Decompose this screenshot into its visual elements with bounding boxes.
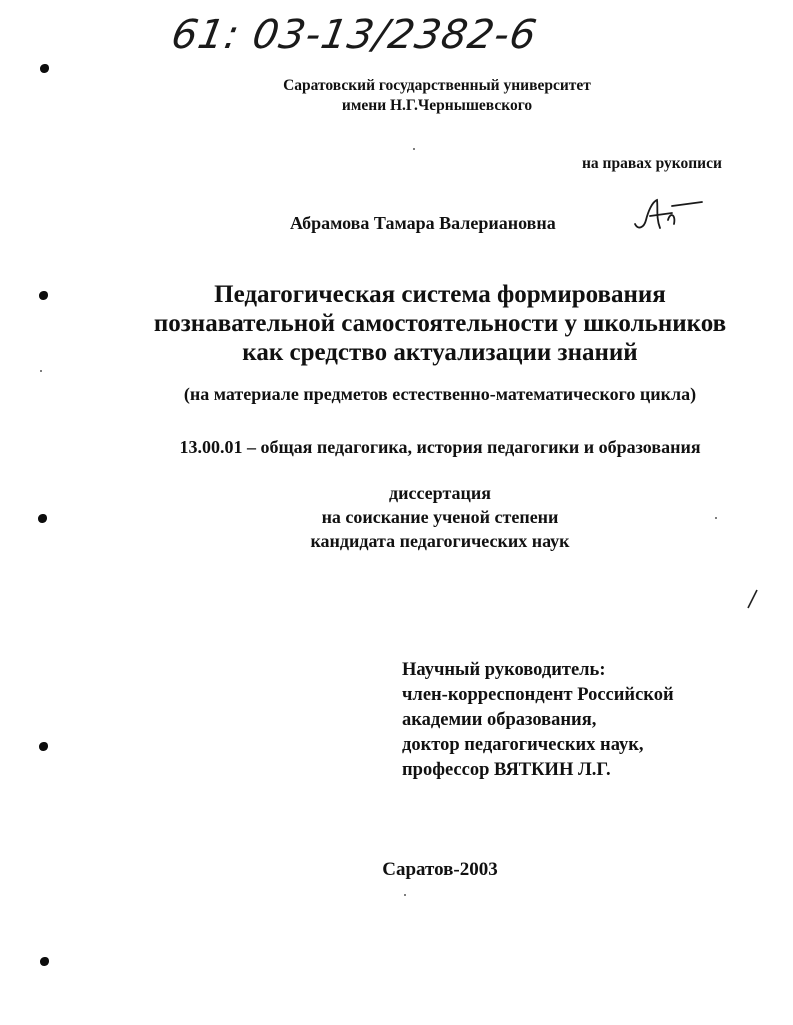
university-named-after: имени Н.Г.Чернышевского [341, 97, 533, 114]
punch-hole-mark [40, 64, 49, 73]
title-line: познавательной самостоятельности у школьников [153, 310, 727, 337]
supervisor-line: член-корреспондент Российской [402, 685, 674, 705]
supervisor-block [402, 658, 674, 783]
supervisor-heading: Научный руководитель: [402, 660, 606, 680]
archive-code: 61: 03-13/2382-6 [167, 12, 541, 58]
scan-speck [413, 148, 415, 150]
punch-hole-mark [40, 957, 49, 966]
author-name: Абрамова Тамара Валериановна [290, 213, 556, 233]
supervisor-line: академии образования, [402, 710, 597, 730]
specialty-code: 13.00.01 – общая педагогика, история педагогики и образования [179, 437, 701, 457]
scan-stroke-mark [744, 588, 760, 612]
punch-hole-mark [39, 291, 48, 300]
supervisor-line: доктор педагогических наук, [402, 735, 644, 755]
punch-hole-mark [38, 514, 47, 523]
university-name: Саратовский государственный университет [283, 77, 591, 94]
city-year: Саратов-2003 [382, 859, 498, 880]
title-line: Педагогическая система формирования [214, 281, 666, 308]
scan-speck [404, 894, 406, 896]
punch-hole-mark [39, 742, 48, 751]
degree-line: кандидата педагогических наук [310, 531, 570, 551]
degree-line: диссертация [389, 483, 491, 503]
title-line: как средство актуализации знаний [242, 339, 638, 366]
author-signature [632, 194, 706, 238]
dissertation-title [125, 280, 755, 367]
scan-speck [715, 517, 717, 519]
degree-statement [240, 481, 640, 553]
degree-line: на соискание ученой степени [321, 507, 559, 527]
dissertation-subtitle: (на материале предметов естественно-математического цикла) [183, 384, 697, 404]
university-header [200, 76, 674, 116]
supervisor-name: профессор ВЯТКИН Л.Г. [402, 760, 611, 780]
manuscript-rights-note: на правах рукописи [582, 155, 722, 172]
scan-speck [40, 370, 42, 372]
